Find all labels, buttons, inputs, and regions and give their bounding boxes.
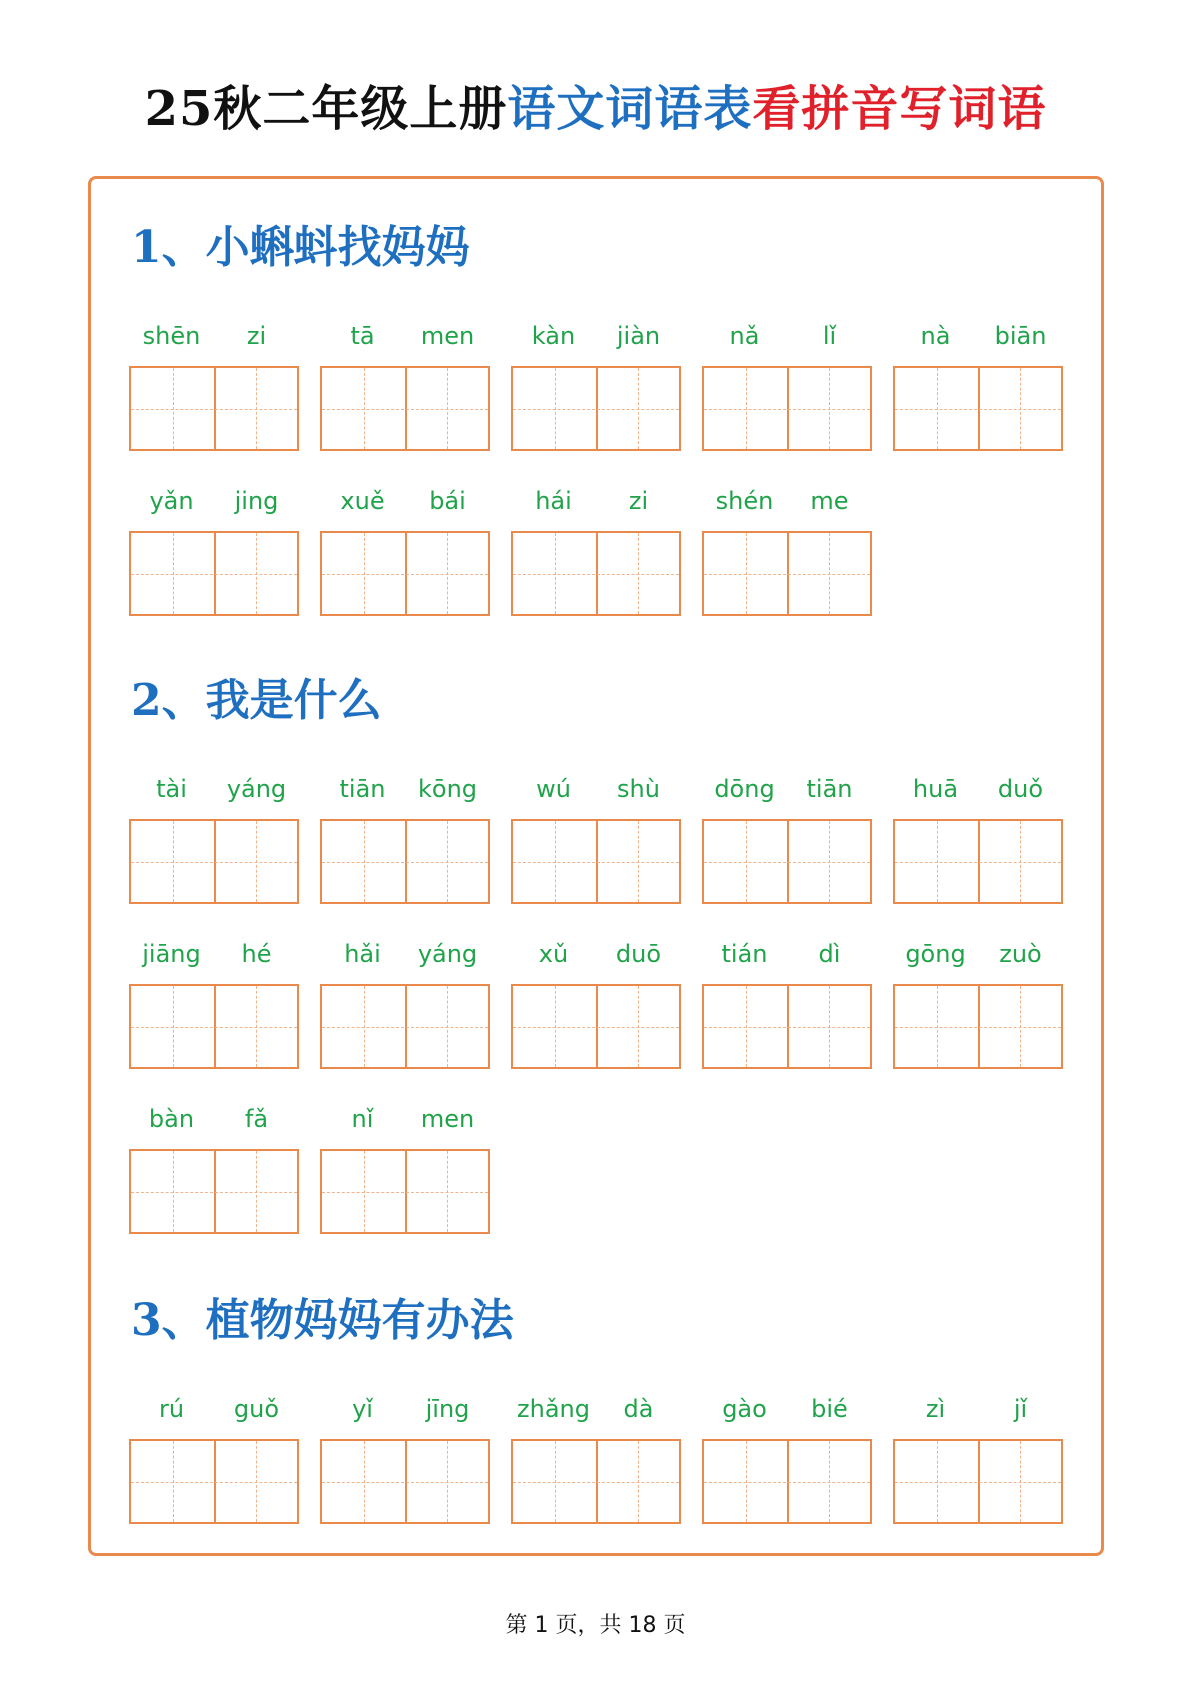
pinyin-label: zuò xyxy=(999,940,1042,968)
guide-line xyxy=(937,821,938,902)
cell-divider xyxy=(596,821,598,902)
word-item xyxy=(702,1394,872,1524)
guide-line xyxy=(173,533,174,614)
pinyin-label: guǒ xyxy=(233,1395,280,1423)
page-footer: 第 1 页，共 18 页 xyxy=(505,1613,686,1638)
guide-line xyxy=(555,368,556,449)
pinyin-label: tiān xyxy=(339,775,386,803)
word-item xyxy=(893,774,1063,904)
pinyin-label: tián xyxy=(721,940,768,968)
pinyin-label: hé xyxy=(241,940,272,968)
pinyin-label: men xyxy=(420,1105,475,1133)
writing-grid[interactable] xyxy=(511,1439,681,1524)
guide-line xyxy=(638,1441,639,1522)
pinyin-label: zì xyxy=(925,1395,946,1423)
writing-grid[interactable] xyxy=(702,1439,872,1524)
pinyin-label: jing xyxy=(234,487,279,515)
guide-line xyxy=(638,368,639,449)
word-item xyxy=(129,321,299,451)
word-item xyxy=(129,939,299,1069)
pinyin-label: hái xyxy=(535,487,572,515)
writing-grid[interactable] xyxy=(320,531,490,616)
cell-divider xyxy=(596,533,598,614)
guide-line xyxy=(447,1151,448,1232)
word-item xyxy=(702,486,872,616)
pinyin-label: zi xyxy=(246,322,267,350)
guide-line xyxy=(829,821,830,902)
word-item xyxy=(893,939,1063,1069)
pinyin-label: gào xyxy=(722,1395,767,1423)
pinyin-label: yáng xyxy=(226,775,287,803)
writing-grid[interactable] xyxy=(511,531,681,616)
guide-line xyxy=(1020,821,1021,902)
cell-divider xyxy=(405,1151,407,1232)
word-item xyxy=(129,1394,299,1524)
cell-divider xyxy=(596,368,598,449)
word-item xyxy=(320,321,490,451)
guide-line xyxy=(555,533,556,614)
pinyin-label: xuě xyxy=(340,487,385,515)
word-item xyxy=(511,321,681,451)
pinyin-label: rú xyxy=(158,1395,185,1423)
pinyin-label: bàn xyxy=(148,1105,195,1133)
pinyin-label: kōng xyxy=(417,775,478,803)
guide-line xyxy=(829,533,830,614)
pinyin-label: jiàn xyxy=(616,322,661,350)
guide-line xyxy=(1020,986,1021,1067)
guide-line xyxy=(1020,1441,1021,1522)
section-title: 1、小蝌蚪找妈妈 xyxy=(131,222,470,273)
guide-line xyxy=(829,368,830,449)
guide-line xyxy=(364,368,365,449)
word-item xyxy=(320,939,490,1069)
pinyin-label: tiān xyxy=(806,775,853,803)
pinyin-label: duǒ xyxy=(997,775,1044,803)
pinyin-label: jiāng xyxy=(142,940,201,968)
pinyin-label: men xyxy=(420,322,475,350)
cell-divider xyxy=(787,368,789,449)
pinyin-label: fǎ xyxy=(244,1105,269,1133)
guide-line xyxy=(447,986,448,1067)
guide-line xyxy=(746,821,747,902)
writing-grid[interactable] xyxy=(702,366,872,451)
writing-grid[interactable] xyxy=(129,984,299,1069)
writing-grid[interactable] xyxy=(320,819,490,904)
cell-divider xyxy=(978,368,980,449)
word-item xyxy=(320,1394,490,1524)
writing-grid[interactable] xyxy=(511,819,681,904)
pinyin-label: biān xyxy=(994,322,1047,350)
word-item xyxy=(702,321,872,451)
guide-line xyxy=(447,533,448,614)
writing-grid[interactable] xyxy=(893,984,1063,1069)
pinyin-label: shēn xyxy=(142,322,201,350)
pinyin-label: gōng xyxy=(905,940,966,968)
guide-line xyxy=(364,986,365,1067)
worksheet-frame xyxy=(88,176,1104,1556)
cell-divider xyxy=(596,986,598,1067)
pinyin-label: bái xyxy=(429,487,466,515)
cell-divider xyxy=(787,986,789,1067)
pinyin-label: nà xyxy=(920,322,951,350)
title-part-wordlist: 语文词语表 xyxy=(507,81,753,137)
guide-line xyxy=(937,1441,938,1522)
writing-grid[interactable] xyxy=(511,984,681,1069)
pinyin-label: zi xyxy=(628,487,649,515)
guide-line xyxy=(364,1441,365,1522)
cell-divider xyxy=(405,533,407,614)
writing-grid[interactable] xyxy=(129,1149,299,1234)
guide-line xyxy=(638,821,639,902)
pinyin-label: tài xyxy=(156,775,187,803)
pinyin-label: bié xyxy=(811,1395,848,1423)
writing-grid[interactable] xyxy=(893,819,1063,904)
cell-divider xyxy=(214,1151,216,1232)
cell-divider xyxy=(787,821,789,902)
guide-line xyxy=(364,1151,365,1232)
pinyin-label: jǐ xyxy=(1013,1395,1028,1423)
guide-line xyxy=(638,986,639,1067)
guide-line xyxy=(746,1441,747,1522)
word-item xyxy=(129,486,299,616)
pinyin-label: yǐ xyxy=(352,1395,373,1423)
guide-line xyxy=(256,1151,257,1232)
pinyin-label: yáng xyxy=(417,940,478,968)
word-item xyxy=(320,774,490,904)
title-part-grade: 25秋二年级上册 xyxy=(144,81,508,137)
guide-line xyxy=(829,1441,830,1522)
cell-divider xyxy=(214,368,216,449)
pinyin-label: me xyxy=(810,487,849,515)
pinyin-label: dà xyxy=(623,1395,654,1423)
cell-divider xyxy=(787,1441,789,1522)
cell-divider xyxy=(978,1441,980,1522)
word-item xyxy=(702,939,872,1069)
writing-grid[interactable] xyxy=(893,366,1063,451)
cell-divider xyxy=(405,1441,407,1522)
word-item xyxy=(511,1394,681,1524)
cell-divider xyxy=(978,821,980,902)
guide-line xyxy=(746,368,747,449)
writing-grid[interactable] xyxy=(129,819,299,904)
writing-grid[interactable] xyxy=(511,366,681,451)
pinyin-label: tā xyxy=(350,322,375,350)
guide-line xyxy=(364,533,365,614)
word-item xyxy=(511,774,681,904)
pinyin-label: dì xyxy=(818,940,841,968)
cell-divider xyxy=(214,533,216,614)
title-part-task: 看拼音写词语 xyxy=(752,81,1047,137)
pinyin-label: zhǎng xyxy=(517,1395,590,1423)
guide-line xyxy=(555,1441,556,1522)
guide-line xyxy=(256,1441,257,1522)
guide-line xyxy=(173,1441,174,1522)
cell-divider xyxy=(787,533,789,614)
writing-grid[interactable] xyxy=(320,366,490,451)
guide-line xyxy=(937,986,938,1067)
writing-grid[interactable] xyxy=(702,984,872,1069)
section-title: 3、植物妈妈有办法 xyxy=(131,1295,514,1346)
cell-divider xyxy=(405,821,407,902)
guide-line xyxy=(746,986,747,1067)
pinyin-label: duō xyxy=(615,940,662,968)
cell-divider xyxy=(405,368,407,449)
writing-grid[interactable] xyxy=(320,1149,490,1234)
guide-line xyxy=(256,368,257,449)
writing-grid[interactable] xyxy=(320,984,490,1069)
cell-divider xyxy=(214,1441,216,1522)
pinyin-label: yǎn xyxy=(149,487,194,515)
guide-line xyxy=(173,821,174,902)
guide-line xyxy=(173,986,174,1067)
cell-divider xyxy=(214,986,216,1067)
word-item xyxy=(893,321,1063,451)
word-item xyxy=(320,1104,490,1234)
pinyin-label: xǔ xyxy=(538,940,569,968)
writing-grid[interactable] xyxy=(320,1439,490,1524)
guide-line xyxy=(746,533,747,614)
cell-divider xyxy=(405,986,407,1067)
guide-line xyxy=(447,821,448,902)
word-item xyxy=(511,486,681,616)
guide-line xyxy=(447,1441,448,1522)
guide-line xyxy=(364,821,365,902)
word-item xyxy=(129,774,299,904)
guide-line xyxy=(829,986,830,1067)
pinyin-label: nǐ xyxy=(351,1105,374,1133)
writing-grid[interactable] xyxy=(129,1439,299,1524)
word-item xyxy=(893,1394,1063,1524)
writing-grid[interactable] xyxy=(893,1439,1063,1524)
guide-line xyxy=(173,368,174,449)
writing-grid[interactable] xyxy=(129,366,299,451)
word-item xyxy=(320,486,490,616)
pinyin-label: kàn xyxy=(531,322,576,350)
pinyin-label: shén xyxy=(715,487,774,515)
guide-line xyxy=(638,533,639,614)
guide-line xyxy=(256,986,257,1067)
word-item xyxy=(702,774,872,904)
pinyin-label: huā xyxy=(912,775,959,803)
pinyin-label: nǎ xyxy=(729,322,760,350)
cell-divider xyxy=(978,986,980,1067)
pinyin-label: lǐ xyxy=(822,322,837,350)
writing-grid[interactable] xyxy=(129,531,299,616)
pinyin-label: hǎi xyxy=(344,940,381,968)
cell-divider xyxy=(596,1441,598,1522)
pinyin-label: wú xyxy=(536,775,571,803)
word-item xyxy=(511,939,681,1069)
guide-line xyxy=(555,986,556,1067)
pinyin-label: jīng xyxy=(425,1395,470,1423)
page-title xyxy=(0,70,1191,139)
guide-line xyxy=(1020,368,1021,449)
guide-line xyxy=(447,368,448,449)
guide-line xyxy=(555,821,556,902)
word-item xyxy=(129,1104,299,1234)
section-title: 2、我是什么 xyxy=(131,675,382,726)
pinyin-label: dōng xyxy=(714,775,775,803)
guide-line xyxy=(256,821,257,902)
guide-line xyxy=(937,368,938,449)
writing-grid[interactable] xyxy=(702,531,872,616)
writing-grid[interactable] xyxy=(702,819,872,904)
guide-line xyxy=(173,1151,174,1232)
pinyin-label: shù xyxy=(617,775,660,803)
guide-line xyxy=(256,533,257,614)
cell-divider xyxy=(214,821,216,902)
